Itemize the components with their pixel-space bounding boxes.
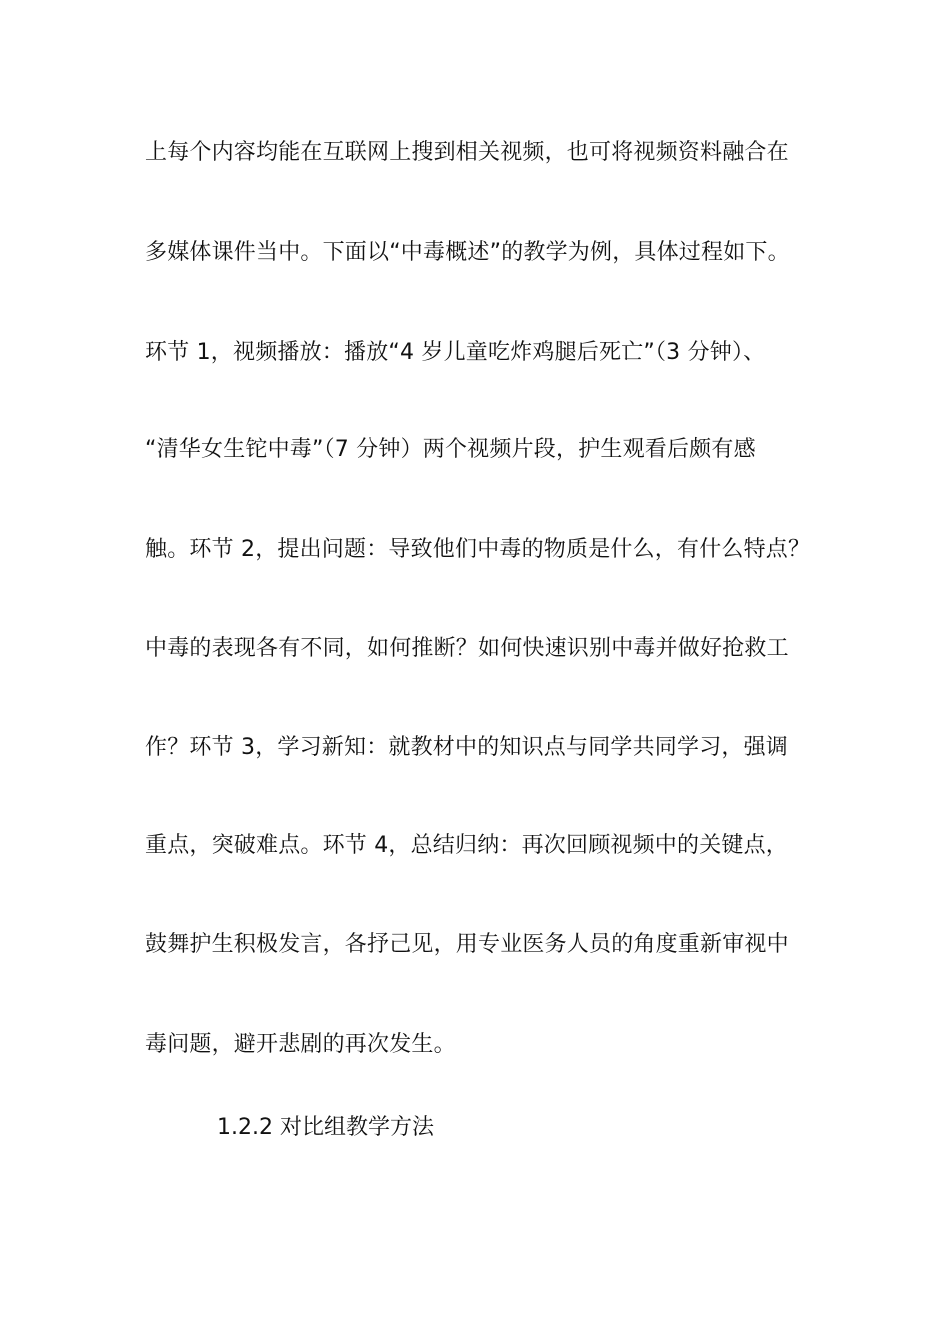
paragraph-line-1: 上每个内容均能在互联网上搜到相关视频，也可将视频资料融合在 xyxy=(145,140,789,165)
paragraph-line-7: 作？环节 3，学习新知：就教材中的知识点与同学共同学习，强调 xyxy=(145,735,788,760)
paragraph-line-9: 鼓舞护生积极发言，各抒己见，用专业医务人员的角度重新审视中 xyxy=(145,932,789,957)
section-heading: 1.2.2 对比组教学方法 xyxy=(217,1115,434,1140)
paragraph-line-2: 多媒体课件当中。下面以“中毒概述”的教学为例，具体过程如下。 xyxy=(145,240,790,265)
paragraph-line-10: 毒问题，避开悲剧的再次发生。 xyxy=(145,1032,456,1057)
paragraph-line-6: 中毒的表现各有不同，如何推断？如何快速识别中毒并做好抢救工 xyxy=(145,636,789,661)
paragraph-line-5: 触。环节 2，提出问题：导致他们中毒的物质是什么，有什么特点？ xyxy=(145,537,811,562)
paragraph-line-4: “清华女生铊中毒”（7 分钟）两个视频片段，护生观看后颇有感 xyxy=(145,437,756,462)
paragraph-line-8: 重点，突破难点。环节 4，总结归纳：再次回顾视频中的关键点， xyxy=(145,833,788,858)
paragraph-line-3: 环节 1，视频播放：播放“4 岁儿童吃炸鸡腿后死亡”（3 分钟）、 xyxy=(145,340,766,365)
